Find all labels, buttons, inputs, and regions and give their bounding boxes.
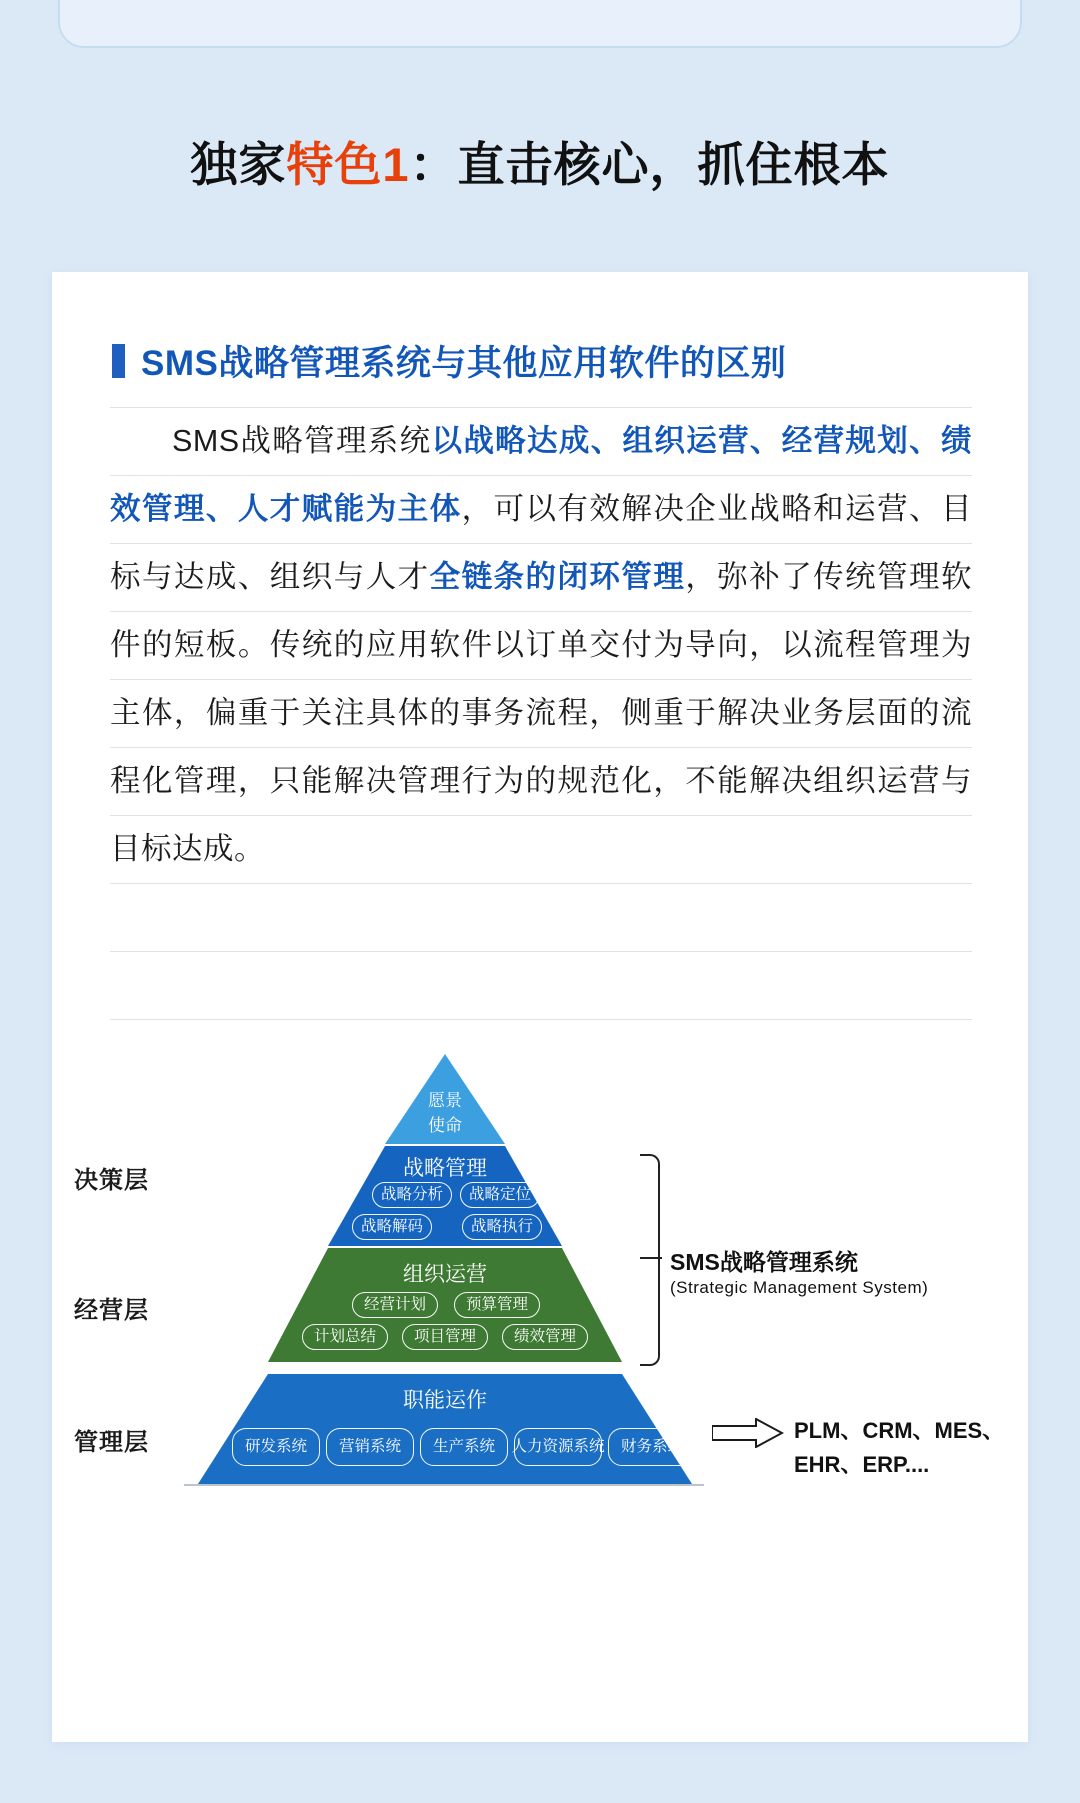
pill-project-management[interactable]: 项目管理	[402, 1324, 488, 1350]
paragraph-part-1: 以战略达成、组织运营、经营规划、绩效管理、人才赋能为主体	[110, 424, 972, 526]
pill-plan-summary[interactable]: 计划总结	[302, 1324, 388, 1350]
page-title-rest: ：直击核心，抓住根本	[409, 138, 890, 191]
paragraph-part-4: ，弥补了传统管理软件的短板。传统的应用软件以订单交付为导向，以流程管理为主体，偏重于关注具体的事务流程，侧重于解决业务层面的流程化管理，只能解决管理行为的规范化，不能解决组织运营与目标达成。	[110, 560, 973, 866]
page-title-prefix: 独家	[190, 138, 287, 191]
external-apps-line2: EHR、ERP....	[794, 1452, 930, 1477]
content-card	[52, 272, 1028, 1742]
section-heading	[112, 336, 786, 386]
section-title: SMS战略管理系统与其他应用软件的区别	[141, 344, 787, 383]
tier-functional-operation	[198, 1374, 692, 1484]
arrow-icon	[712, 1418, 784, 1448]
tier-vision-title-line1: 愿景	[428, 1091, 462, 1110]
tier-strategy-title: 战略管理	[403, 1157, 487, 1180]
body-paragraph	[110, 407, 972, 883]
pill-budget-management[interactable]: 预算管理	[454, 1292, 540, 1318]
pyramid-base-line	[184, 1484, 704, 1486]
tier-strategy-management	[328, 1146, 562, 1246]
tier-vision-title-line2: 使命	[428, 1116, 462, 1135]
pill-strategy-analysis[interactable]: 战略分析	[372, 1182, 452, 1208]
layer-label-operation: 经营层	[74, 1297, 149, 1324]
tier-vision-mission	[385, 1054, 505, 1144]
page-title-highlight: 特色1	[286, 138, 410, 191]
pill-strategy-execution[interactable]: 战略执行	[462, 1214, 542, 1240]
tier-organization-title: 组织运营	[403, 1263, 487, 1286]
paragraph-part-2: ，可以有效解决企业战略和运营、目标与达成、组织与人才	[110, 492, 973, 594]
paragraph-part-0: SMS战略管理系统	[172, 424, 432, 458]
page-title	[0, 128, 1080, 195]
sms-bracket-tip	[640, 1257, 662, 1259]
layer-label-management: 管理层	[74, 1429, 149, 1456]
pill-marketing-system[interactable]: 营销系统	[326, 1428, 414, 1466]
sms-label: SMS战略管理系统	[670, 1249, 858, 1275]
pill-performance-management[interactable]: 绩效管理	[502, 1324, 588, 1350]
pill-business-plan[interactable]: 经营计划	[352, 1292, 438, 1318]
layer-label-decision: 决策层	[74, 1167, 149, 1194]
pill-strategy-positioning[interactable]: 战略定位	[460, 1182, 540, 1208]
pill-finance-system[interactable]: 财务系统	[608, 1428, 696, 1466]
pill-strategy-decoding[interactable]: 战略解码	[352, 1214, 432, 1240]
sms-sub-label: (Strategic Management System)	[670, 1278, 929, 1297]
pill-rd-system[interactable]: 研发系统	[232, 1428, 320, 1466]
paragraph-part-3: 全链条的闭环管理	[429, 560, 686, 594]
section-accent-bar	[112, 344, 125, 378]
pyramid-diagram	[52, 1032, 1028, 1712]
top-decorative-frame	[58, 0, 1022, 48]
tier-organization-operation	[268, 1248, 622, 1362]
sms-bracket	[640, 1154, 660, 1366]
pill-production-system[interactable]: 生产系统	[420, 1428, 508, 1466]
pill-hr-system[interactable]: 人力资源系统	[514, 1428, 602, 1466]
tier-functional-title: 职能运作	[403, 1389, 487, 1412]
external-apps-line1: PLM、CRM、MES、	[794, 1418, 1005, 1443]
